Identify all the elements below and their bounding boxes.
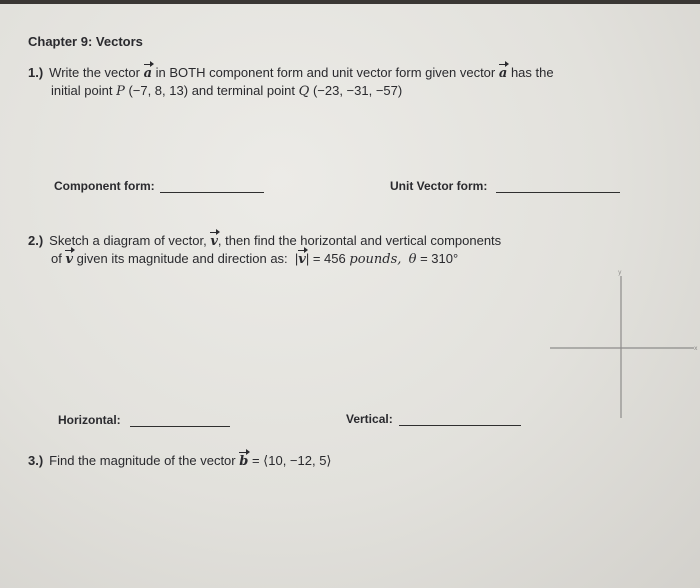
magnitude-unit: pounds, xyxy=(349,252,402,267)
theta-symbol: θ xyxy=(408,252,417,267)
q2-text-b: , then find the horizontal and vertical components xyxy=(217,233,502,248)
vector-v-symbol-2: v xyxy=(65,252,74,267)
unit-vector-form-label: Unit Vector form: xyxy=(390,179,488,193)
q1-text-c: has the xyxy=(510,65,554,80)
vector-b-symbol: b xyxy=(239,454,249,469)
q1-text-e: and terminal point xyxy=(191,83,296,98)
vector-b-value: = ⟨10, −12, 5⟩ xyxy=(251,453,332,468)
x-axis-mark: x xyxy=(694,345,698,352)
question-3-number: 3.) xyxy=(28,453,44,468)
horizontal-answer-line[interactable] xyxy=(130,426,230,427)
q1-text-b: in BOTH component form and unit vector form given vector xyxy=(155,65,496,80)
point-q-coords: (−23, −31, −57) xyxy=(312,83,403,98)
vector-a-symbol: a xyxy=(143,66,153,81)
q2-text-a: Sketch a diagram of vector, xyxy=(49,233,207,248)
q3-text: Find the magnitude of the vector xyxy=(49,453,236,468)
q1-text-d: initial point xyxy=(51,83,113,98)
q1-text-a: Write the vector xyxy=(49,65,140,80)
vector-a-symbol-2: a xyxy=(498,66,508,81)
q2-text-c: of xyxy=(51,251,62,266)
horizontal-label: Horizontal: xyxy=(58,413,121,427)
point-p-label: P xyxy=(116,84,125,99)
question-3-line xyxy=(28,452,332,470)
magnitude-value: = 456 xyxy=(312,251,346,266)
question-2-number: 2.) xyxy=(28,233,44,248)
vector-v-magnitude-symbol: v xyxy=(298,252,306,267)
q2-text-d: given its magnitude and direction as: xyxy=(76,251,288,266)
question-2-line-2: of v given its magnitude and direction as: |v| = 456 pounds, θ = 310° xyxy=(51,251,459,267)
point-p-coords: (−7, 8, 13) xyxy=(128,83,189,98)
page-title: Chapter 9: Vectors xyxy=(28,34,143,49)
question-1-number: 1.) xyxy=(28,65,44,80)
vertical-label: Vertical: xyxy=(346,412,393,426)
vertical-answer-line[interactable] xyxy=(399,425,521,426)
component-form-label: Component form: xyxy=(54,179,155,193)
vector-v-symbol: v xyxy=(210,234,218,249)
angle-value: = 310° xyxy=(420,251,459,266)
y-axis-mark: y xyxy=(618,269,622,276)
point-q-label: Q xyxy=(298,84,310,99)
